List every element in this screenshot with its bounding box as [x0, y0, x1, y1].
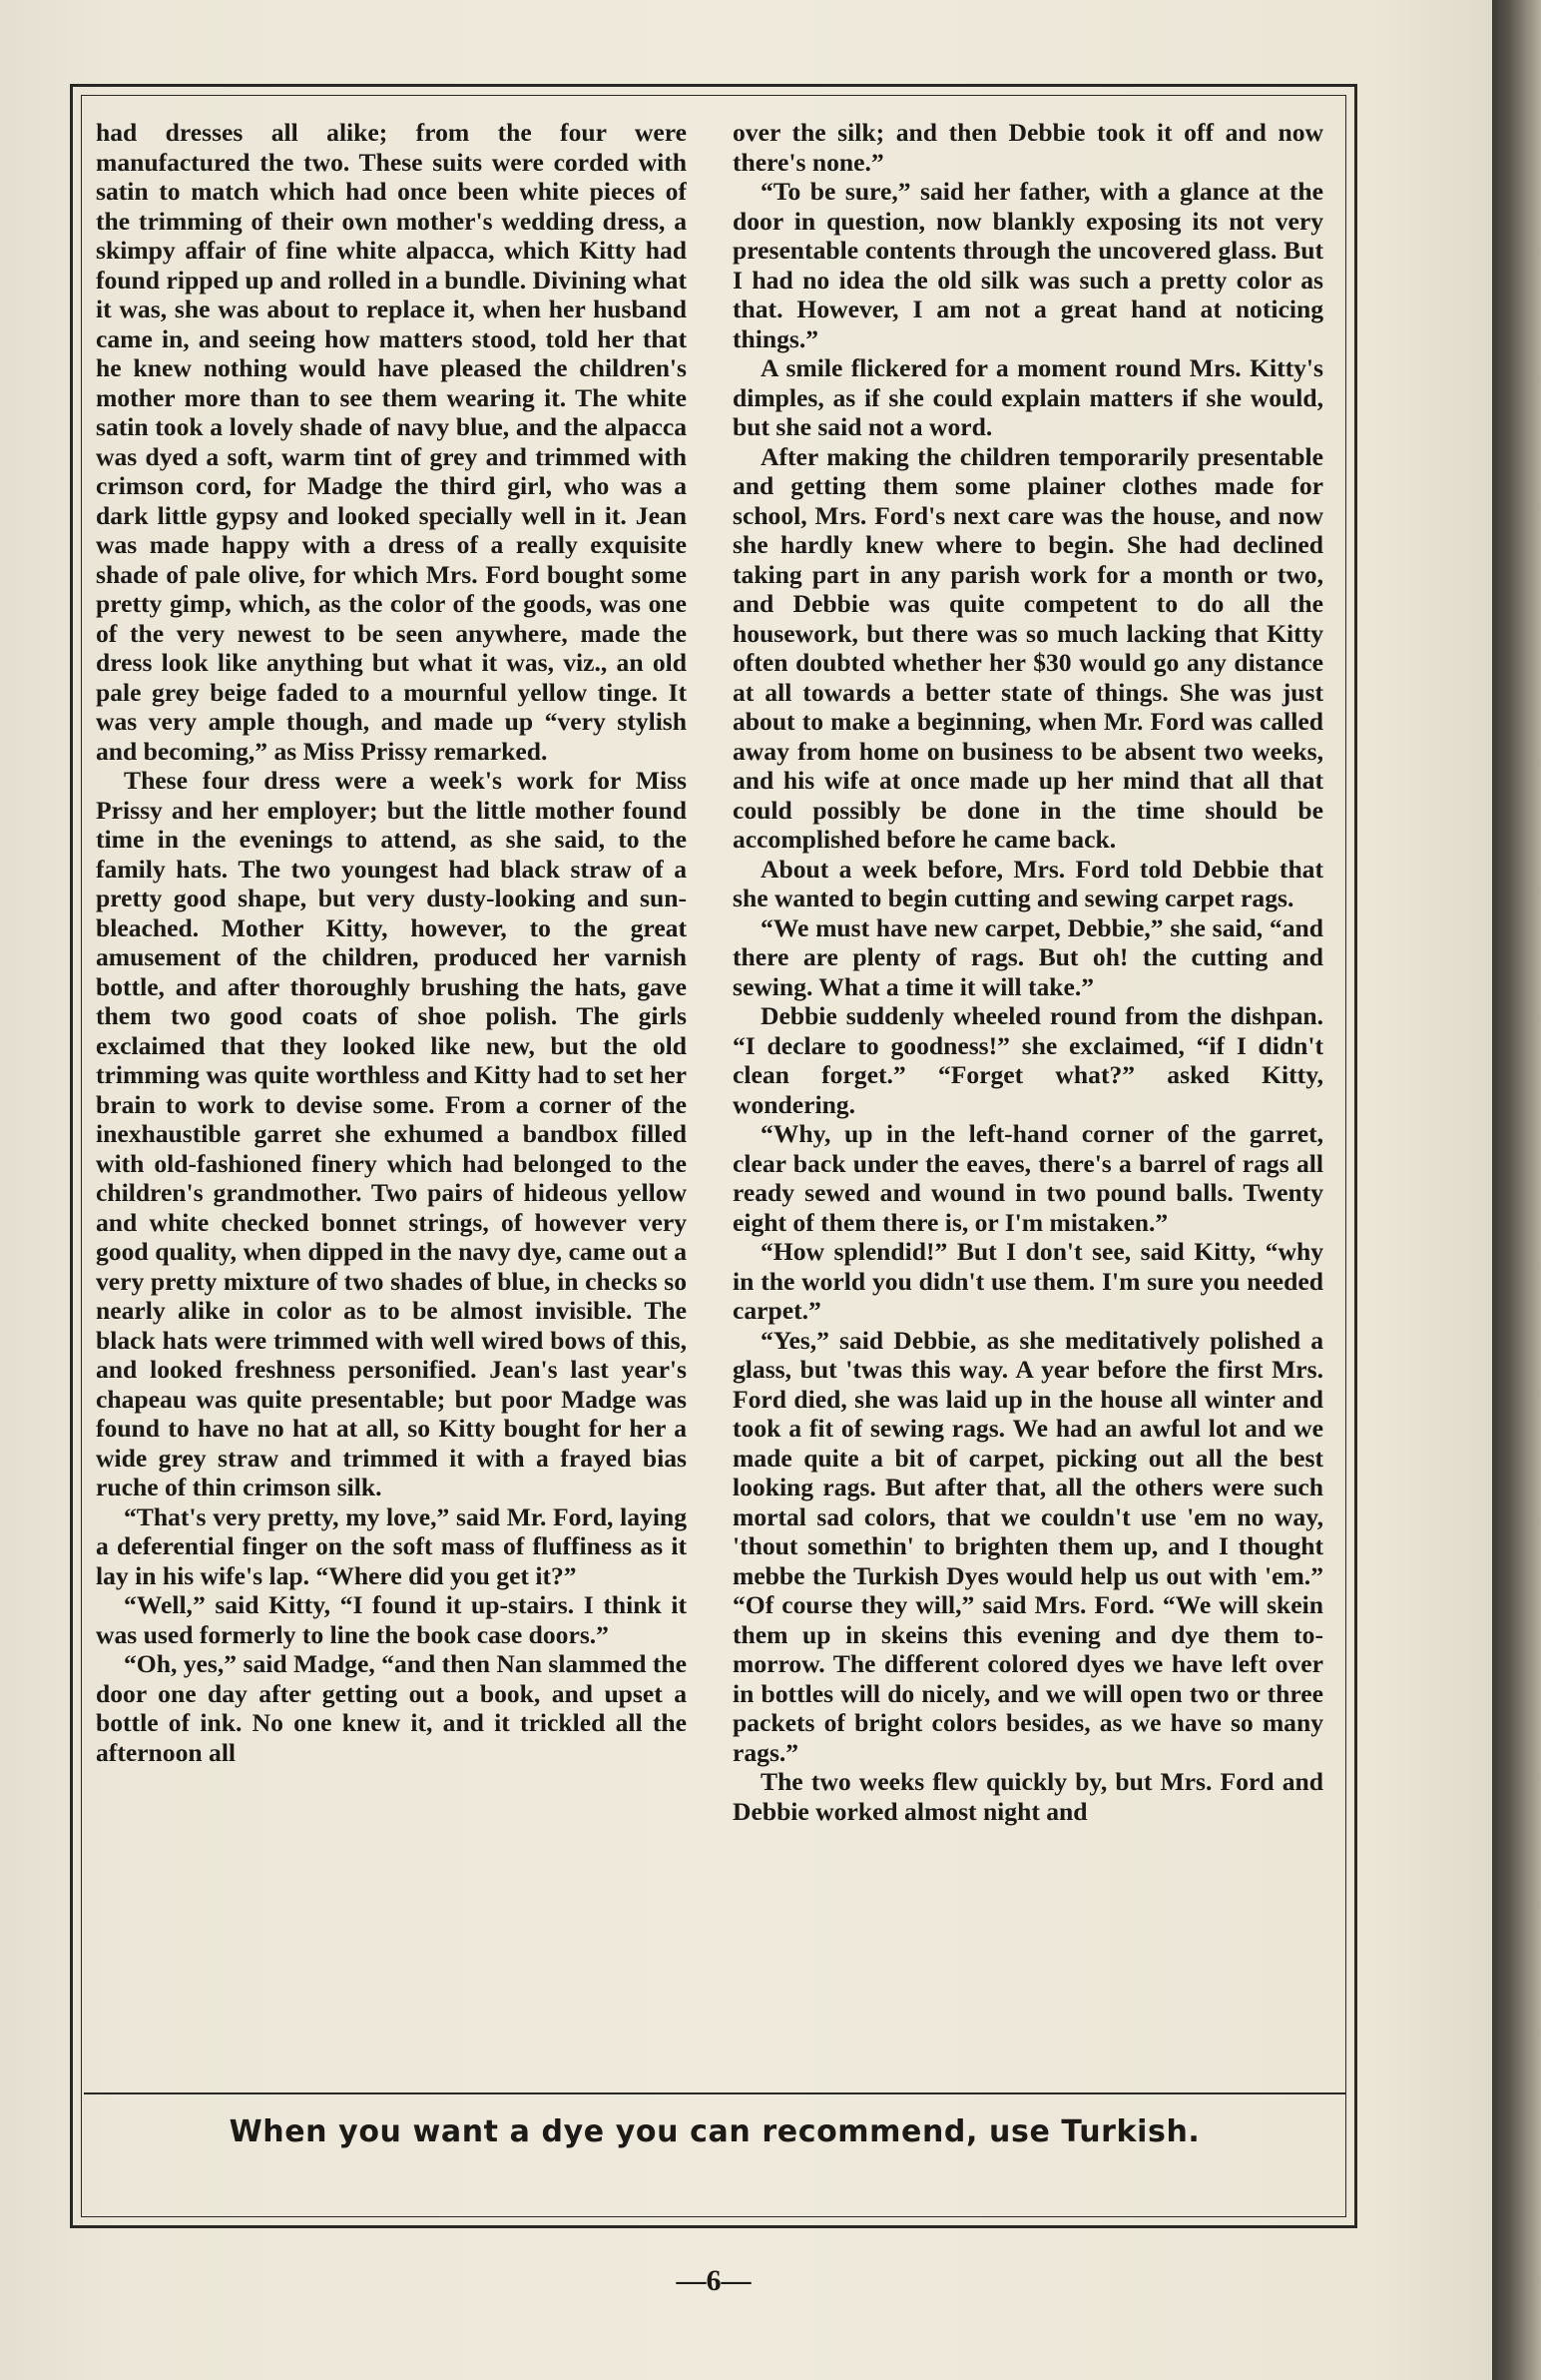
book-spine-edge: [1492, 0, 1541, 2380]
page-number: —6—: [676, 2264, 752, 2297]
left-paragraph-1: had dresses all alike; from the four were manufactured the two. These suits were corded with satin to match which had once been white pieces of the trimming of their own mother's wedding dress, a skimpy affair of fine white alpacca, which Kitty had found ripped up and rolled in a bundle. Divining what it was, she was about to replace it, when her husband came in, and seeing how matters stood, told her that he knew nothing would have pleased the children's mother more than to see them wearing it. The white satin took a lovely shade of navy blue, and the alpacca was dyed a soft, warm tint of grey and trimmed with crimson cord, for Madge the third girl, who was a dark little gypsy and looked specially well in it. Jean was made happy with a dress of a really exquisite shade of pale olive, for which Mrs. Ford bought some pretty gimp, which, as the color of the goods, was one of the very newest to be seen anywhere, made the dress look like anything but what it was, viz., an old pale grey beige faded to a mournful yellow tinge. It was very ample though, and made up “very stylish and becoming,” as Miss Prissy remarked.: [96, 118, 687, 766]
right-text-column: [733, 118, 1323, 2075]
left-text-column: [96, 118, 687, 2075]
right-paragraph-7: Debbie suddenly wheeled round from the dishpan. “I declare to goodness!” she exclaimed, “if I didn't clean forget.” “Forget what?” asked Kitty, wondering.: [733, 1001, 1323, 1119]
right-paragraph-8: “Why, up in the left-hand corner of the garret, clear back under the eaves, there's a barrel of rags all ready sewed and wound in two pound balls. Twenty eight of them there is, or I'm mistaken.”: [733, 1119, 1323, 1237]
right-paragraph-11: The two weeks flew quickly by, but Mrs. Ford and Debbie worked almost night and: [733, 1767, 1323, 1826]
right-paragraph-2: “To be sure,” said her father, with a glance at the door in question, now blankly exposing its not very presentable contents through the uncovered glass. But I had no idea the old silk was such a pretty color as that. However, I am not a great hand at noticing things.”: [733, 177, 1323, 353]
right-paragraph-4: After making the children temporarily presentable and getting them some plainer clothes made for school, Mrs. Ford's next care was the house, and now she hardly knew where to begin. She had declined taking part in any parish work for a month or two, and Debbie was quite competent to do all the housework, but there was so much lacking that Kitty often doubted whether her $30 would go any distance at all towards a better state of things. She was just about to make a beginning, when Mr. Ford was called away from home on business to be absent two weeks, and his wife at once made up her mind that all that could possibly be done in the time should be accomplished before he came back.: [733, 441, 1323, 854]
right-paragraph-3: A smile flickered for a moment round Mrs. Kitty's dimples, as if she could explain matters if she would, but she said not a word.: [733, 353, 1323, 441]
left-paragraph-5: “Oh, yes,” said Madge, “and then Nan slammed the door one day after getting out a book, and upset a bottle of ink. No one knew it, and it trickled all the afternoon all: [96, 1649, 687, 1767]
right-paragraph-10: “Yes,” said Debbie, as she meditatively polished a glass, but 'twas this way. A year before the first Mrs. Ford died, she was laid up in the house all winter and took a fit of sewing rags. We had an awful lot and we made quite a bit of carpet, picking out all the best looking rags. But after that, all the others were such mortal sad colors, that we couldn't use 'em no way, 'thout somethin' to brighten them up, and I thought mebbe the Turkish Dyes would help us out with 'em.” “Of course they will,” said Mrs. Ford. “We will skein them up in skeins this evening and dye them to-morrow. The different colored dyes we have left over in bottles will do nicely, and we will open two or three packets of bright colors besides, as we have so many rags.”: [733, 1325, 1323, 1767]
right-paragraph-1: over the silk; and then Debbie took it off and now there's none.”: [733, 118, 1323, 177]
right-paragraph-6: “We must have new carpet, Debbie,” she said, “and there are plenty of rags. But oh! the cutting and sewing. What a time it will take.”: [733, 912, 1323, 1001]
left-paragraph-3: “That's very pretty, my love,” said Mr. Ford, laying a deferential finger on the soft mass of fluffiness as it lay in his wife's lap. “Where did you get it?”: [96, 1501, 687, 1590]
footer-advertisement: When you want a dye you can recommend, use Turkish.: [229, 2114, 1201, 2149]
left-paragraph-4: “Well,” said Kitty, “I found it up-stairs. I think it was used formerly to line the book case doors.”: [96, 1590, 687, 1649]
right-paragraph-9: “How splendid!” But I don't see, said Kitty, “why in the world you didn't use them. I'm sure you needed carpet.”: [733, 1237, 1323, 1325]
right-paragraph-5: About a week before, Mrs. Ford told Debbie that she wanted to begin cutting and sewing carpet rags.: [733, 854, 1323, 912]
footer-rule: [84, 2092, 1345, 2094]
left-paragraph-2: These four dress were a week's work for Miss Prissy and her employer; but the little mother found time in the evenings to attend, as she said, to the family hats. The two youngest had black straw of a pretty good shape, but very dusty-looking and sun-bleached. Mother Kitty, however, to the great amusement of the children, produced her varnish bottle, and after thoroughly brushing the hats, gave them two good coats of shoe polish. The girls exclaimed that they looked like new, but the old trimming was quite worthless and Kitty had to set her brain to work to devise some. From a corner of the inexhaustible garret she exhumed a bandbox filled with old-fashioned finery which had belonged to the children's grandmother. Two pairs of hideous yellow and white checked bonnet strings, of however very good quality, when dipped in the navy dye, came out a very pretty mixture of two shades of blue, in checks so nearly alike in color as to be almost invisible. The black hats were trimmed with well wired bows of this, and looked freshness personified. Jean's last year's chapeau was quite presentable; but poor Madge was found to have no hat at all, so Kitty bought for her a wide grey straw and trimmed it with a frayed bias ruche of thin crimson silk.: [96, 766, 687, 1501]
